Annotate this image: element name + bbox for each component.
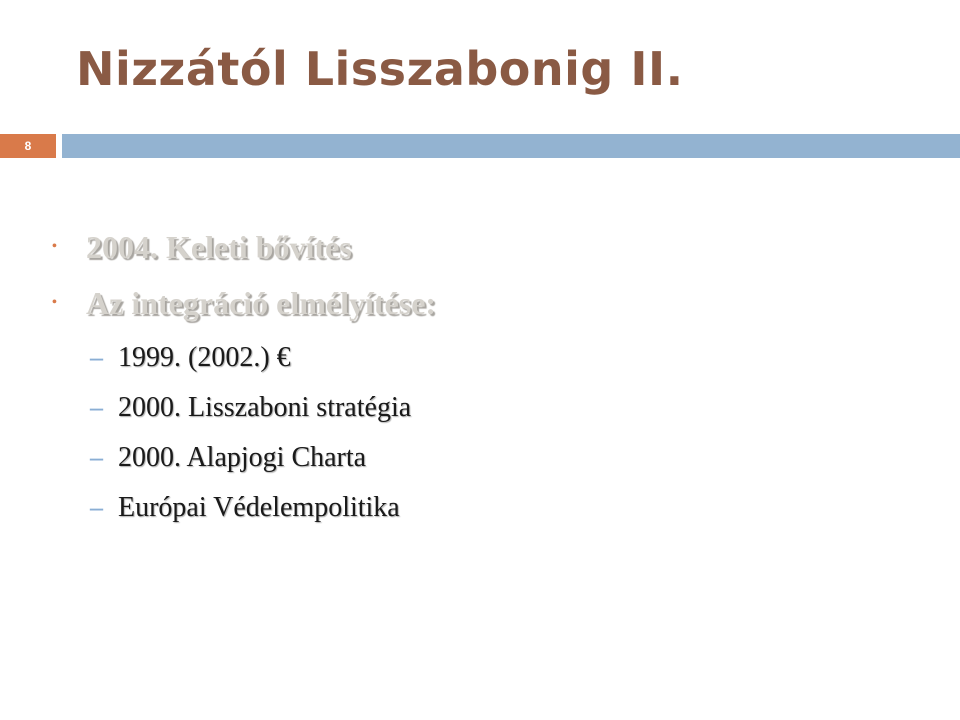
dash-bullet-icon: – [90, 443, 103, 472]
sub-bullet-text: Európai Védelempolitika [118, 492, 400, 523]
sub-bullet-text: 1999. (2002.) € [118, 342, 291, 373]
dash-bullet-icon: – [90, 493, 103, 522]
sub-bullet-item [52, 484, 912, 534]
sub-bullet-item [52, 384, 912, 434]
sub-bullet-text: 2000. Lisszaboni stratégia [118, 392, 412, 423]
bullet-text: 2004. Keleti bővítés [86, 229, 352, 265]
bullet-item [52, 222, 912, 278]
dash-bullet-icon: – [90, 343, 103, 372]
sub-bullet-item [52, 334, 912, 384]
sub-bullet-item [52, 434, 912, 484]
slide-title: Nizzától Lisszabonig II. [76, 42, 684, 96]
dash-bullet-icon: – [90, 393, 103, 422]
bullet-text: Az integráció elmélyítése: [86, 285, 437, 321]
header-bar [62, 134, 960, 158]
bullet-list [52, 222, 912, 534]
sub-bullet-text: 2000. Alapjogi Charta [118, 442, 367, 473]
bullet-item [52, 278, 912, 334]
bullet-dot-icon: • [52, 295, 57, 310]
bullet-dot-icon: • [52, 239, 57, 254]
page-number-badge: 8 [0, 134, 56, 158]
